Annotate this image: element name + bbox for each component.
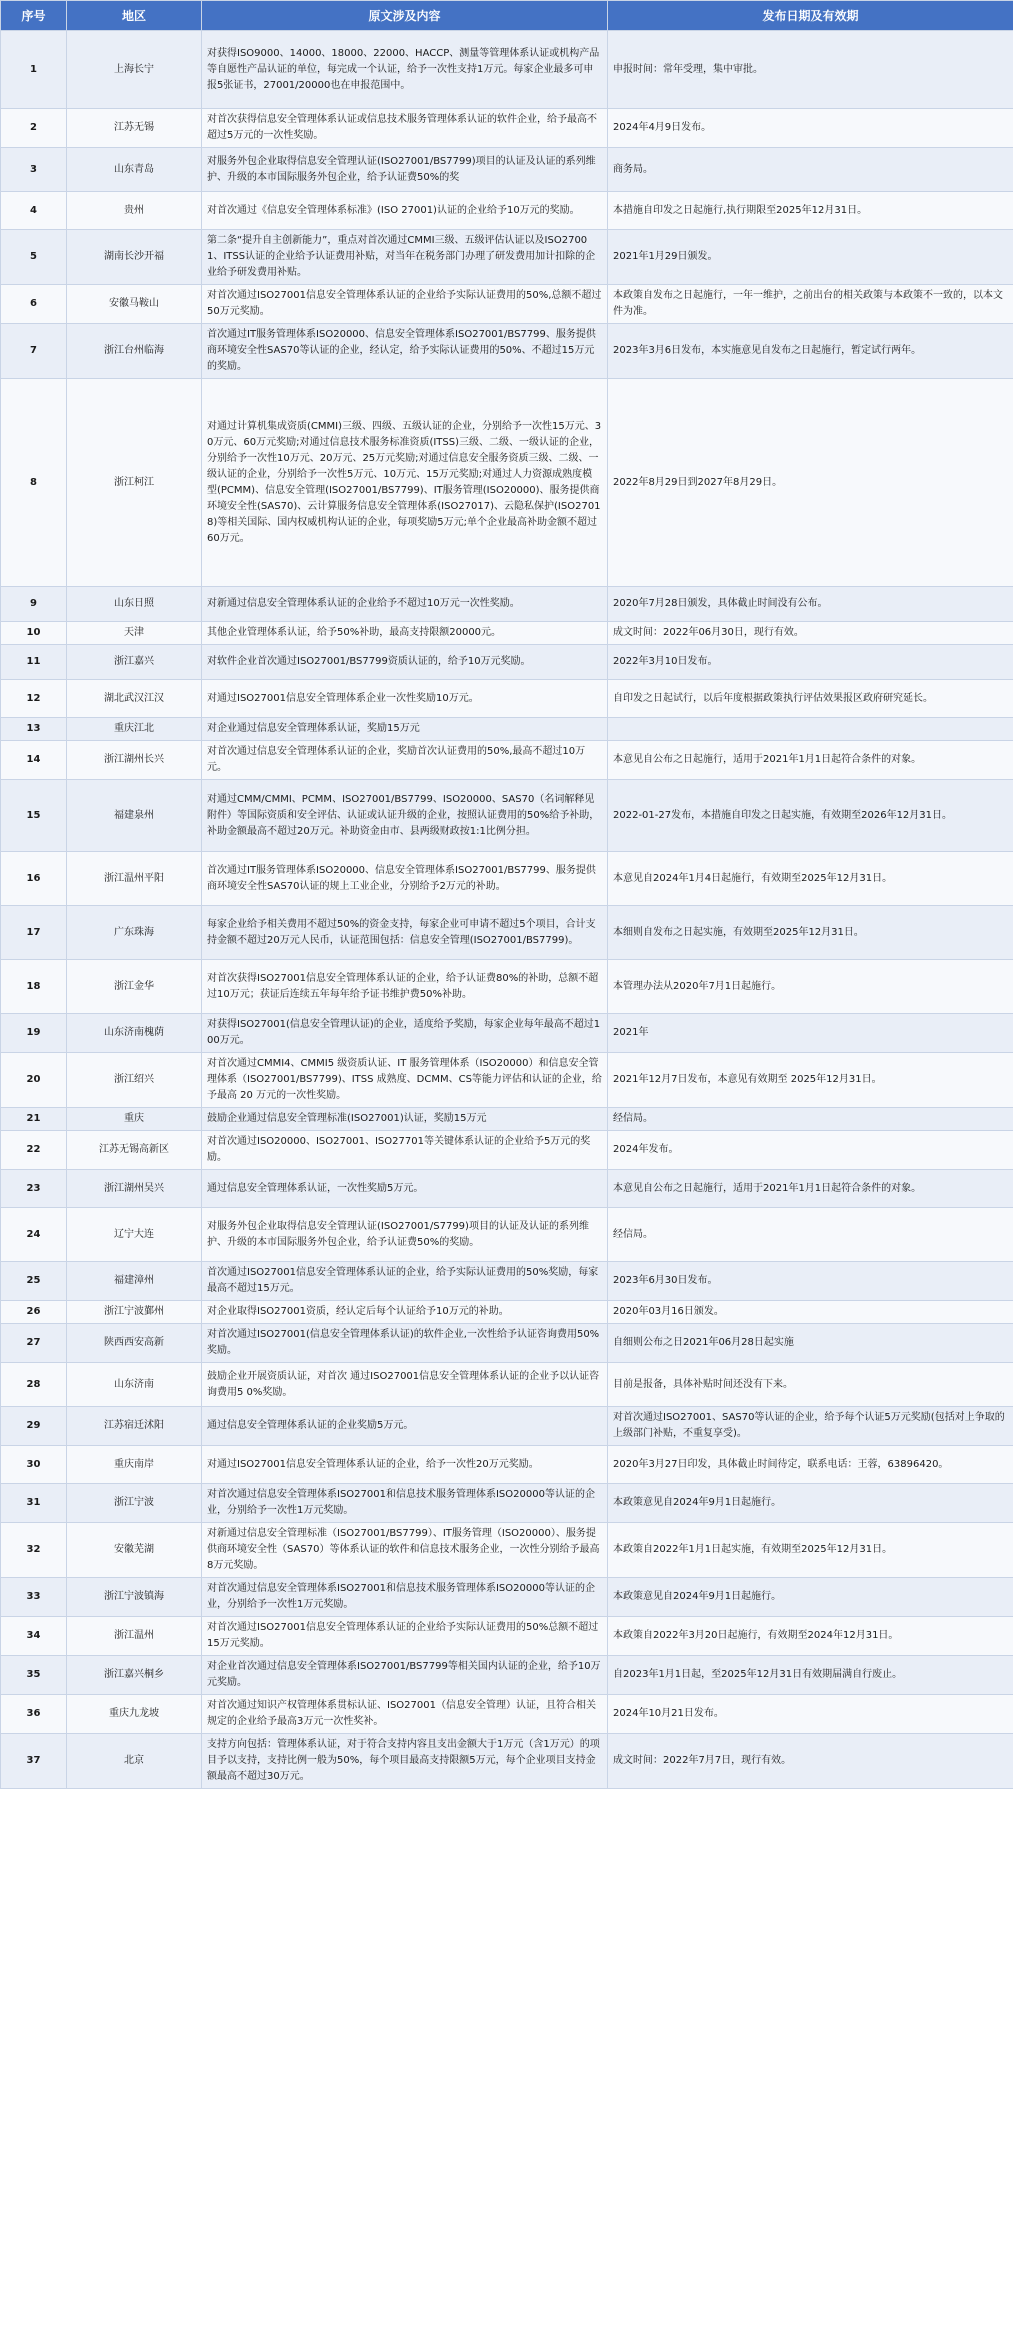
- table-row: [1, 741, 1013, 780]
- cell-original-content: 对获得ISO9000、14000、18000、22000、HACCP、测量等管理体系认证或机构产品等自愿性产品认证的单位，每完成一个认证，给予一次性支持1万元。每家企业最多可申报5张证书，27001/20000也在申报范围中。: [202, 31, 608, 109]
- cell-original-content: 首次通过IT服务管理体系ISO20000、信息安全管理体系ISO27001/BS7799、服务提供商环境安全性SAS70等认证的企业，经认定，给予实际认证费用的50%、不超过15万元的奖励。: [202, 324, 608, 379]
- cell-region: 浙江温州: [67, 1617, 202, 1656]
- cell-original-content: 对首次通过ISO27001信息安全管理体系认证的企业给予实际认证费用的50%总额不超过15万元奖励。: [202, 1617, 608, 1656]
- cell-release-date-validity: 对首次通过ISO27001、SAS70等认证的企业，给予每个认证5万元奖励(包括对上争取的上级部门补贴，不重复享受)。: [608, 1407, 1013, 1446]
- table-row: [1, 780, 1013, 852]
- cell-release-date-validity: 2023年6月30日发布。: [608, 1262, 1013, 1301]
- cell-region: 山东日照: [67, 587, 202, 622]
- table-row: [1, 1734, 1013, 1789]
- cell-original-content: 对企业首次通过信息安全管理体系ISO27001/BS7799等相关国内认证的企业，给予10万元奖励。: [202, 1656, 608, 1695]
- cell-region: 湖南长沙开福: [67, 230, 202, 285]
- cell-region: 浙江湖州长兴: [67, 741, 202, 780]
- table-row: [1, 906, 1013, 960]
- cell-release-date-validity: 本管理办法从2020年7月1日起施行。: [608, 960, 1013, 1014]
- cell-release-date-validity: 本细则自发布之日起实施，有效期至2025年12月31日。: [608, 906, 1013, 960]
- cell-serial-number: 4: [1, 192, 67, 230]
- cell-serial-number: 37: [1, 1734, 67, 1789]
- cell-region: 浙江宁波鄞州: [67, 1301, 202, 1324]
- cell-region: 湖北武汉江汉: [67, 680, 202, 718]
- cell-release-date-validity: 申报时间：常年受理，集中审批。: [608, 31, 1013, 109]
- cell-original-content: 通过信息安全管理体系认证，一次性奖励5万元。: [202, 1170, 608, 1208]
- cell-region: 浙江嘉兴桐乡: [67, 1656, 202, 1695]
- cell-serial-number: 34: [1, 1617, 67, 1656]
- table-row: [1, 587, 1013, 622]
- cell-original-content: 对首次通过ISO27001信息安全管理体系认证的企业给予实际认证费用的50%,总额不超过50万元奖励。: [202, 285, 608, 324]
- cell-release-date-validity: 本措施自印发之日起施行,执行期限至2025年12月31日。: [608, 192, 1013, 230]
- table-row: [1, 1208, 1013, 1262]
- cell-original-content: 对服务外包企业取得信息安全管理认证(ISO27001/S7799)项目的认证及认证的系列维护、升级的本市国际服务外包企业，给予认证费50%的奖励。: [202, 1208, 608, 1262]
- cell-original-content: 对通过ISO27001信息安全管理体系认证的企业，给予一次性20万元奖励。: [202, 1446, 608, 1484]
- cell-region: 福建漳州: [67, 1262, 202, 1301]
- cell-original-content: 鼓励企业通过信息安全管理标准(ISO27001)认证，奖励15万元: [202, 1108, 608, 1131]
- header-release-date-validity: 发布日期及有效期: [608, 1, 1013, 31]
- cell-release-date-validity: 2020年7月28日颁发，具体截止时间没有公布。: [608, 587, 1013, 622]
- cell-release-date-validity: 本意见自2024年1月4日起施行，有效期至2025年12月31日。: [608, 852, 1013, 906]
- cell-release-date-validity: 经信局。: [608, 1108, 1013, 1131]
- cell-region: 重庆江北: [67, 718, 202, 741]
- cell-region: 上海长宁: [67, 31, 202, 109]
- cell-original-content: 其他企业管理体系认证，给予50%补助，最高支持限额20000元。: [202, 622, 608, 645]
- table-row: [1, 1108, 1013, 1131]
- cell-release-date-validity: 本意见自公布之日起施行，适用于2021年1月1日起符合条件的对象。: [608, 741, 1013, 780]
- cell-serial-number: 23: [1, 1170, 67, 1208]
- table-row: [1, 680, 1013, 718]
- cell-serial-number: 25: [1, 1262, 67, 1301]
- cell-original-content: 支持方向包括：管理体系认证，对于符合支持内容且支出金额大于1万元（含1万元）的项目予以支持，支持比例一般为50%，每个项目最高支持限额5万元，每个企业项目支持金额最高不超过30万元。: [202, 1734, 608, 1789]
- table-row: [1, 1053, 1013, 1108]
- cell-serial-number: 16: [1, 852, 67, 906]
- cell-release-date-validity: 2020年3月27日印发，具体截止时间待定，联系电话：王蓉，63896420。: [608, 1446, 1013, 1484]
- cell-region: 安徽马鞍山: [67, 285, 202, 324]
- cell-serial-number: 36: [1, 1695, 67, 1734]
- cell-original-content: 首次通过ISO27001信息安全管理体系认证的企业，给予实际认证费用的50%奖励，每家最高不超过15万元。: [202, 1262, 608, 1301]
- cell-serial-number: 6: [1, 285, 67, 324]
- cell-original-content: 通过信息安全管理体系认证的企业奖励5万元。: [202, 1407, 608, 1446]
- cell-serial-number: 21: [1, 1108, 67, 1131]
- cell-release-date-validity: 2024年4月9日发布。: [608, 109, 1013, 148]
- cell-original-content: 对首次通过知识产权管理体系贯标认证、ISO27001（信息安全管理）认证，且符合相关规定的企业给予最高3万元一次性奖补。: [202, 1695, 608, 1734]
- cell-serial-number: 12: [1, 680, 67, 718]
- cell-original-content: 对获得ISO27001(信息安全管理认证)的企业，适度给予奖励，每家企业每年最高不超过100万元。: [202, 1014, 608, 1053]
- cell-serial-number: 1: [1, 31, 67, 109]
- cell-serial-number: 20: [1, 1053, 67, 1108]
- table-row: [1, 960, 1013, 1014]
- cell-original-content: 第二条“提升自主创新能力”，重点对首次通过CMMI三级、五级评估认证以及ISO27001、ITSS认证的企业给予认证费用补贴，对当年在税务部门办理了研发费用加计扣除的企业给予研发费用补贴。: [202, 230, 608, 285]
- table-row: [1, 1014, 1013, 1053]
- cell-region: 江苏无锡高新区: [67, 1131, 202, 1170]
- cell-serial-number: 17: [1, 906, 67, 960]
- table-row: [1, 852, 1013, 906]
- cell-serial-number: 15: [1, 780, 67, 852]
- cell-release-date-validity: 自细则公布之日2021年06月28日起实施: [608, 1324, 1013, 1363]
- table-row: [1, 1363, 1013, 1407]
- cell-serial-number: 7: [1, 324, 67, 379]
- cell-release-date-validity: 2021年12月7日发布，本意见有效期至 2025年12月31日。: [608, 1053, 1013, 1108]
- table-row: [1, 324, 1013, 379]
- cell-release-date-validity: 2022-01-27发布，本措施自印发之日起实施，有效期至2026年12月31日。: [608, 780, 1013, 852]
- cell-release-date-validity: 本政策自2022年1月1日起实施，有效期至2025年12月31日。: [608, 1523, 1013, 1578]
- cell-original-content: 对首次通过信息安全管理体系认证的企业，奖励首次认证费用的50%,最高不超过10万元。: [202, 741, 608, 780]
- cell-region: 重庆九龙坡: [67, 1695, 202, 1734]
- cell-original-content: 鼓励企业开展资质认证，对首次 通过ISO27001信息安全管理体系认证的企业予以认证咨询费用5 0%奖励。: [202, 1363, 608, 1407]
- cell-release-date-validity: 2020年03月16日颁发。: [608, 1301, 1013, 1324]
- cell-original-content: 对企业取得ISO27001资质，经认定后每个认证给予10万元的补助。: [202, 1301, 608, 1324]
- table-row: [1, 718, 1013, 741]
- table-row: [1, 1262, 1013, 1301]
- cell-region: 广东珠海: [67, 906, 202, 960]
- cell-region: 浙江嘉兴: [67, 645, 202, 680]
- cell-region: 浙江台州临海: [67, 324, 202, 379]
- cell-region: 陕西西安高新: [67, 1324, 202, 1363]
- cell-region: 山东青岛: [67, 148, 202, 192]
- cell-region: 安徽芜湖: [67, 1523, 202, 1578]
- cell-original-content: 对首次通过《信息安全管理体系标准》(ISO 27001)认证的企业给予10万元的奖励。: [202, 192, 608, 230]
- cell-region: 浙江温州平阳: [67, 852, 202, 906]
- cell-release-date-validity: 2021年: [608, 1014, 1013, 1053]
- cell-original-content: 对企业通过信息安全管理体系认证，奖励15万元: [202, 718, 608, 741]
- table-body: [1, 31, 1013, 1789]
- cell-original-content: 每家企业给予相关费用不超过50%的资金支持，每家企业可申请不超过5个项目，合计支持金额不超过20万元人民币，认证范围包括：信息安全管理(ISO27001/BS7799)。: [202, 906, 608, 960]
- table-row: [1, 192, 1013, 230]
- cell-serial-number: 14: [1, 741, 67, 780]
- cell-release-date-validity: 本政策意见自2024年9月1日起施行。: [608, 1578, 1013, 1617]
- cell-release-date-validity: 2021年1月29日颁发。: [608, 230, 1013, 285]
- cell-region: 辽宁大连: [67, 1208, 202, 1262]
- cell-original-content: 对通过CMM/CMMI、PCMM、ISO27001/BS7799、ISO20000、SAS70（名词解释见附件）等国际资质和安全评估、认证或认证升级的企业，按照认证费用的50%给予补助，补助金额最高不超过20万元。补助资金由市、县两级财政按1:1比例分担。: [202, 780, 608, 852]
- cell-serial-number: 32: [1, 1523, 67, 1578]
- cell-serial-number: 2: [1, 109, 67, 148]
- cell-serial-number: 11: [1, 645, 67, 680]
- cell-serial-number: 28: [1, 1363, 67, 1407]
- table-row: [1, 31, 1013, 109]
- table-row: [1, 645, 1013, 680]
- cell-release-date-validity: 本政策自2022年3月20日起施行，有效期至2024年12月31日。: [608, 1617, 1013, 1656]
- table-row: [1, 230, 1013, 285]
- table-row: [1, 1484, 1013, 1523]
- cell-serial-number: 13: [1, 718, 67, 741]
- cell-release-date-validity: 2022年3月10日发布。: [608, 645, 1013, 680]
- header-row: [1, 1, 1013, 31]
- table-row: [1, 1523, 1013, 1578]
- table-row: [1, 1301, 1013, 1324]
- cell-serial-number: 35: [1, 1656, 67, 1695]
- cell-original-content: 对通过计算机集成资质(CMMI)三级、四级、五级认证的企业，分别给予一次性15万元、30万元、60万元奖励;对通过信息技术服务标准资质(ITSS)三级、二级、一级认证的企业，分别给予一次性10万元、20万元、25万元奖励;对通过信息安全服务资质三级、二级、一级认证的企业，分别给予一次性5万元、10万元、15万元奖励;对通过人力资源成熟度模型(PCMM)、信息安全管理(ISO27001/BS7799)、IT服务管理(ISO20000)、服务提供商环境安全性(SAS70)、云计算服务信息安全管理体系(ISO27017)、云隐私保护(ISO27018)等相关国际、国内权威机构认证的企业，每项奖励5万元;单个企业最高补助金额不超过60万元。: [202, 379, 608, 587]
- cell-release-date-validity: 本政策自发布之日起施行，一年一维护，之前出台的相关政策与本政策不一致的，以本文件为准。: [608, 285, 1013, 324]
- cell-release-date-validity: 2023年3月6日发布，本实施意见自发布之日起施行，暂定试行两年。: [608, 324, 1013, 379]
- cell-serial-number: 30: [1, 1446, 67, 1484]
- cell-original-content: 对首次获得信息安全管理体系认证或信息技术服务管理体系认证的软件企业，给予最高不超过5万元的一次性奖励。: [202, 109, 608, 148]
- cell-serial-number: 18: [1, 960, 67, 1014]
- cell-release-date-validity: 2024年10月21日发布。: [608, 1695, 1013, 1734]
- cell-release-date-validity: 成文时间：2022年06月30日，现行有效。: [608, 622, 1013, 645]
- cell-release-date-validity: 商务局。: [608, 148, 1013, 192]
- cell-region: 山东济南: [67, 1363, 202, 1407]
- table-row: [1, 109, 1013, 148]
- cell-region: 浙江宁波: [67, 1484, 202, 1523]
- table-row: [1, 285, 1013, 324]
- cell-region: 江苏无锡: [67, 109, 202, 148]
- cell-original-content: 首次通过IT服务管理体系ISO20000、信息安全管理体系ISO27001/BS7799、服务提供商环境安全性SAS70认证的规上工业企业，分别给予2万元的补助。: [202, 852, 608, 906]
- cell-serial-number: 10: [1, 622, 67, 645]
- cell-region: 浙江柯江: [67, 379, 202, 587]
- table-row: [1, 1656, 1013, 1695]
- cell-region: 福建泉州: [67, 780, 202, 852]
- header-region: 地区: [67, 1, 202, 31]
- cell-original-content: 对首次通过CMMI4、CMMI5 级资质认证、IT 服务管理体系（ISO20000）和信息安全管理体系（ISO27001/BS7799)、ITSS 成熟度、DCMM、CS等能力评估和认证的企业，给予最高 20 万元的一次性奖励。: [202, 1053, 608, 1108]
- cell-region: 江苏宿迁沭阳: [67, 1407, 202, 1446]
- cell-original-content: 对首次通过ISO20000、ISO27001、ISO27701等关键体系认证的企业给予5万元的奖励。: [202, 1131, 608, 1170]
- cell-release-date-validity: 经信局。: [608, 1208, 1013, 1262]
- table-header: [1, 1, 1013, 31]
- cell-serial-number: 3: [1, 148, 67, 192]
- cell-serial-number: 33: [1, 1578, 67, 1617]
- cell-original-content: 对新通过信息安全管理标准（ISO27001/BS7799）、IT服务管理（ISO20000）、服务提供商环境安全性（SAS70）等体系认证的软件和信息技术服务企业，一次性分别给予最高8万元奖励。: [202, 1523, 608, 1578]
- cell-region: 浙江湖州吴兴: [67, 1170, 202, 1208]
- cell-region: 贵州: [67, 192, 202, 230]
- cell-serial-number: 26: [1, 1301, 67, 1324]
- cell-region: 山东济南槐荫: [67, 1014, 202, 1053]
- cell-original-content: 对首次通过信息安全管理体系ISO27001和信息技术服务管理体系ISO20000等认证的企业，分别给予一次性1万元奖励。: [202, 1578, 608, 1617]
- cell-region: 浙江金华: [67, 960, 202, 1014]
- table-row: [1, 1324, 1013, 1363]
- cell-region: 浙江宁波镇海: [67, 1578, 202, 1617]
- cell-region: 重庆: [67, 1108, 202, 1131]
- cell-release-date-validity: 自印发之日起试行，以后年度根据政策执行评估效果报区政府研究延长。: [608, 680, 1013, 718]
- cell-region: 浙江绍兴: [67, 1053, 202, 1108]
- cell-release-date-validity: 本意见自公布之日起施行，适用于2021年1月1日起符合条件的对象。: [608, 1170, 1013, 1208]
- cell-original-content: 对首次通过ISO27001(信息安全管理体系认证)的软件企业,一次性给予认证咨询费用50%奖励。: [202, 1324, 608, 1363]
- table-row: [1, 1446, 1013, 1484]
- table-row: [1, 379, 1013, 587]
- cell-region: 北京: [67, 1734, 202, 1789]
- cell-serial-number: 31: [1, 1484, 67, 1523]
- cell-region: 重庆南岸: [67, 1446, 202, 1484]
- cell-release-date-validity: 2022年8月29日到2027年8月29日。: [608, 379, 1013, 587]
- cell-serial-number: 9: [1, 587, 67, 622]
- cell-original-content: 对服务外包企业取得信息安全管理认证(ISO27001/BS7799)项目的认证及认证的系列维护、升级的本市国际服务外包企业，给予认证费50%的奖: [202, 148, 608, 192]
- cell-original-content: 对新通过信息安全管理体系认证的企业给予不超过10万元一次性奖励。: [202, 587, 608, 622]
- cell-original-content: 对软件企业首次通过ISO27001/BS7799资质认证的，给予10万元奖励。: [202, 645, 608, 680]
- table-row: [1, 622, 1013, 645]
- cell-original-content: 对首次获得ISO27001信息安全管理体系认证的企业，给予认证费80%的补助，总额不超过10万元；获证后连续五年每年给予证书维护费50%补助。: [202, 960, 608, 1014]
- header-serial-number: 序号: [1, 1, 67, 31]
- table-row: [1, 1131, 1013, 1170]
- table-row: [1, 1617, 1013, 1656]
- header-original-content: 原文涉及内容: [202, 1, 608, 31]
- cell-original-content: 对通过ISO27001信息安全管理体系企业一次性奖励10万元。: [202, 680, 608, 718]
- cell-release-date-validity: 自2023年1月1日起，至2025年12月31日有效期届满自行废止。: [608, 1656, 1013, 1695]
- table-row: [1, 1407, 1013, 1446]
- cell-serial-number: 8: [1, 379, 67, 587]
- cell-serial-number: 29: [1, 1407, 67, 1446]
- table-row: [1, 1578, 1013, 1617]
- cell-serial-number: 19: [1, 1014, 67, 1053]
- cell-release-date-validity: [608, 718, 1013, 741]
- table-row: [1, 1695, 1013, 1734]
- cell-release-date-validity: 目前是报备，具体补贴时间还没有下来。: [608, 1363, 1013, 1407]
- cell-serial-number: 22: [1, 1131, 67, 1170]
- table-row: [1, 1170, 1013, 1208]
- cell-serial-number: 5: [1, 230, 67, 285]
- cell-original-content: 对首次通过信息安全管理体系ISO27001和信息技术服务管理体系ISO20000等认证的企业，分别给予一次性1万元奖励。: [202, 1484, 608, 1523]
- cell-release-date-validity: 2024年发布。: [608, 1131, 1013, 1170]
- cell-serial-number: 27: [1, 1324, 67, 1363]
- cell-release-date-validity: 成文时间：2022年7月7日，现行有效。: [608, 1734, 1013, 1789]
- table-row: [1, 148, 1013, 192]
- cell-region: 天津: [67, 622, 202, 645]
- cell-release-date-validity: 本政策意见自2024年9月1日起施行。: [608, 1484, 1013, 1523]
- cell-serial-number: 24: [1, 1208, 67, 1262]
